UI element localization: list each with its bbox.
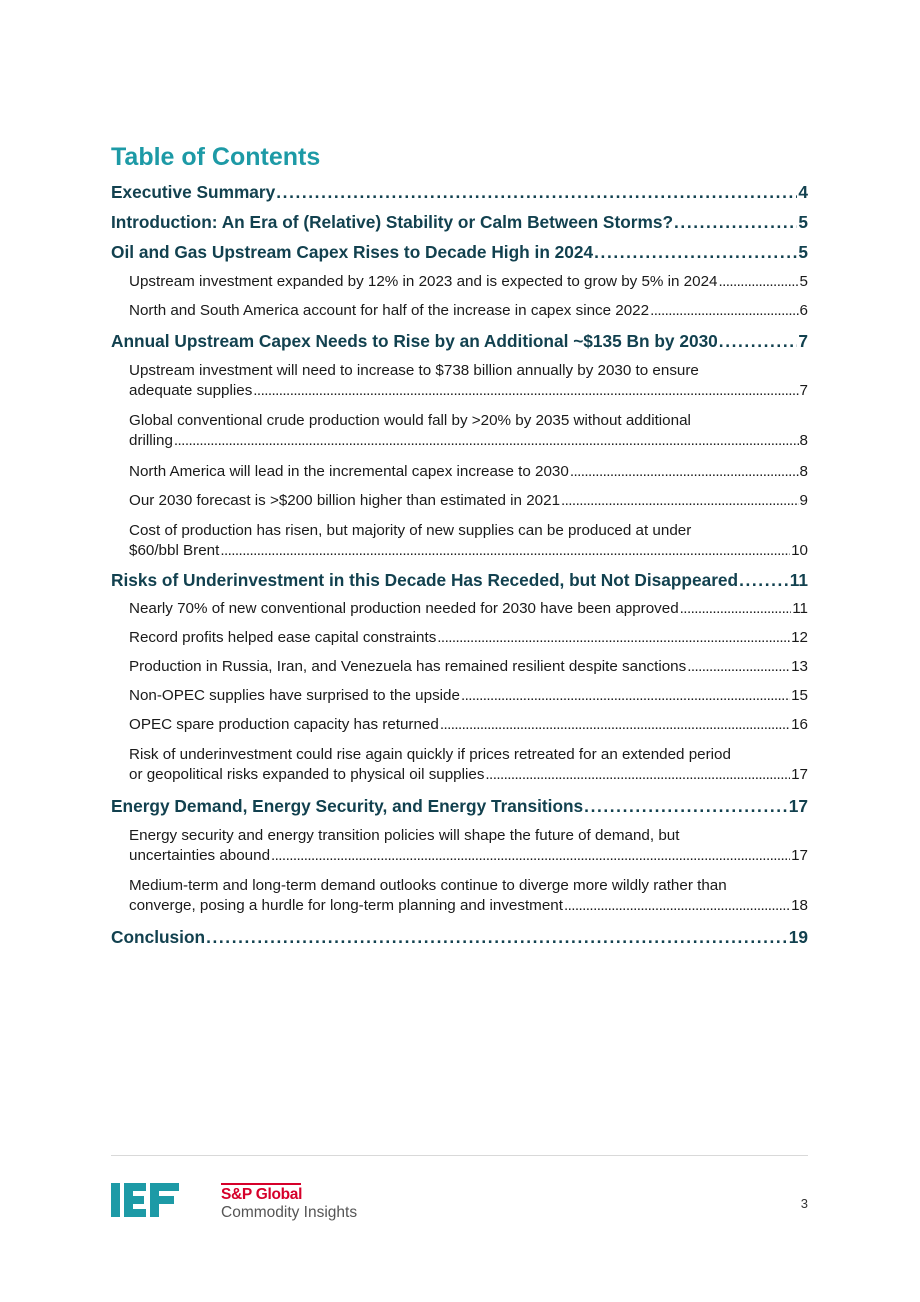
toc-entry-line	[129, 599, 808, 619]
sp-logo-name: S&P Global	[221, 1186, 303, 1203]
toc-dot-leader	[206, 927, 788, 947]
toc-dot-leader	[271, 846, 790, 866]
toc-dot-leader	[174, 431, 799, 451]
toc-entry-text: Our 2030 forecast is >$200 billion higher than estimated in 2021	[129, 492, 561, 509]
toc-entry-text: Non-OPEC supplies have surprised to the upside	[129, 687, 460, 704]
toc-page-number: 13	[791, 658, 808, 675]
toc-subsection-entry[interactable]	[129, 745, 808, 785]
toc-entry-line	[111, 570, 808, 590]
toc-dot-leader	[687, 657, 790, 677]
page-number: 3	[800, 1196, 808, 1211]
toc-page-number: 8	[799, 432, 808, 449]
toc-entry-line	[111, 212, 808, 232]
toc-entry-line	[129, 628, 808, 648]
toc-subsection-entry[interactable]	[129, 272, 808, 292]
toc-subsection-entry[interactable]	[129, 599, 808, 619]
toc-section-entry[interactable]	[111, 927, 808, 947]
toc-page-number: 12	[791, 629, 808, 646]
toc-entry-text-first-line: Global conventional crude production would fall by >20% by 2035 without additional	[129, 412, 691, 429]
toc-entry-line	[129, 541, 808, 561]
toc-subsection-entry[interactable]	[129, 876, 808, 916]
toc-entry-text-first-line: Energy security and energy transition policies will shape the future of demand, but	[129, 827, 680, 844]
toc-entry-line	[129, 896, 808, 916]
toc-page-number: 16	[791, 716, 808, 733]
toc-subsection-entry[interactable]	[129, 462, 808, 482]
toc-entry-text: drilling	[129, 432, 173, 449]
toc-entry-text: Risks of Underinvestment in this Decade Has Receded, but Not Disappeared	[111, 570, 739, 590]
toc-entry-line	[111, 796, 808, 816]
toc-page-number: 5	[799, 273, 808, 290]
toc-page-number: 11	[789, 570, 808, 590]
footer-divider	[111, 1155, 808, 1156]
toc-entry-line	[129, 765, 808, 785]
toc-entry-text-first-line: Risk of underinvestment could rise again quickly if prices retreated for an extended period	[129, 746, 731, 763]
toc-entry-text-first-line: Medium-term and long-term demand outlooks continue to diverge more wildly rather than	[129, 877, 727, 894]
toc-subsection-entry[interactable]	[129, 301, 808, 321]
toc-dot-leader	[440, 715, 790, 735]
toc-entry-line	[111, 242, 808, 262]
toc-page-number: 7	[798, 331, 808, 351]
toc-entry-text: North and South America account for half of the increase in capex since 2022	[129, 302, 650, 319]
toc-entry-line	[111, 182, 808, 202]
toc-page-number: 19	[788, 927, 808, 947]
toc-entry-line	[111, 927, 808, 947]
toc-subsection-entry[interactable]	[129, 411, 808, 451]
toc-page-number: 17	[788, 796, 808, 816]
toc-entry-text: Nearly 70% of new conventional production needed for 2030 have been approved	[129, 600, 679, 617]
toc-page-number: 17	[791, 847, 808, 864]
toc-title: Table of Contents	[111, 143, 321, 171]
toc-subsection-entry[interactable]	[129, 826, 808, 866]
toc-subsection-entry[interactable]	[129, 686, 808, 706]
toc-entry-line	[129, 272, 808, 292]
toc-section-entry[interactable]	[111, 796, 808, 816]
toc-entry-line	[129, 431, 808, 451]
toc-dot-leader	[584, 796, 788, 816]
sp-logo-subtitle: Commodity Insights	[221, 1204, 358, 1221]
toc-dot-leader	[564, 896, 790, 916]
toc-page-number: 4	[798, 182, 808, 202]
sp-logo-bar	[221, 1183, 301, 1185]
toc-page-number: 7	[799, 382, 808, 399]
toc-entry-line	[129, 462, 808, 482]
toc-subsection-entry[interactable]	[129, 491, 808, 511]
toc-section-entry[interactable]	[111, 182, 808, 202]
toc-page-number: 17	[791, 766, 808, 783]
toc-dot-leader	[253, 381, 798, 401]
toc-section-entry[interactable]	[111, 331, 808, 351]
toc-page-number: 6	[799, 302, 808, 319]
toc-entry-text-first-line: Upstream investment will need to increase to $738 billion annually by 2030 to ensure	[129, 362, 699, 379]
toc-section-entry[interactable]	[111, 242, 808, 262]
toc-entry-text: uncertainties abound	[129, 847, 271, 864]
toc-entry-text: Energy Demand, Energy Security, and Energy Transitions	[111, 796, 584, 816]
toc-entry-line	[129, 686, 808, 706]
toc-entry-line	[129, 846, 808, 866]
toc-page-number: 18	[791, 897, 808, 914]
toc-entry-line	[129, 491, 808, 511]
toc-subsection-entry[interactable]	[129, 628, 808, 648]
toc-subsection-entry[interactable]	[129, 521, 808, 561]
toc-entry-text-first-line: Cost of production has risen, but majority of new supplies can be produced at under	[129, 522, 692, 539]
toc-entry-text: converge, posing a hurdle for long-term planning and investment	[129, 897, 563, 914]
toc-dot-leader	[739, 570, 789, 590]
ief-logo	[111, 1183, 181, 1217]
toc-dot-leader	[485, 765, 790, 785]
toc-subsection-entry[interactable]	[129, 361, 808, 401]
toc-dot-leader	[594, 242, 797, 262]
toc-entry-text: Production in Russia, Iran, and Venezuela has remained resilient despite sanctions	[129, 658, 687, 675]
toc-entry-text: Upstream investment expanded by 12% in 2023 and is expected to grow by 5% in 2024	[129, 273, 718, 290]
toc-page-number: 8	[799, 463, 808, 480]
toc-page-number: 9	[799, 492, 808, 509]
toc-entry-text: $60/bbl Brent	[129, 542, 220, 559]
toc-subsection-entry[interactable]	[129, 657, 808, 677]
toc-entry-text: Record profits helped ease capital constraints	[129, 629, 437, 646]
toc-dot-leader	[561, 491, 799, 511]
toc-section-entry[interactable]	[111, 212, 808, 232]
toc-dot-leader	[719, 331, 798, 351]
toc-entry-text: Introduction: An Era of (Relative) Stability or Calm Between Storms?	[111, 212, 674, 232]
toc-entry-text: adequate supplies	[129, 382, 253, 399]
toc-entry-line	[129, 657, 808, 677]
toc-dot-leader	[718, 272, 798, 292]
toc-section-entry[interactable]	[111, 570, 808, 590]
toc-dot-leader	[276, 182, 797, 202]
toc-entry-text: Conclusion	[111, 927, 206, 947]
toc-entry-text: OPEC spare production capacity has returned	[129, 716, 439, 733]
toc-page-number: 15	[791, 687, 808, 704]
toc-dot-leader	[650, 301, 798, 321]
toc-entry-line	[111, 331, 808, 351]
toc-entry-text: Oil and Gas Upstream Capex Rises to Decade High in 2024	[111, 242, 594, 262]
toc-dot-leader	[437, 628, 790, 648]
toc-entry-line	[129, 715, 808, 735]
toc-subsection-entry[interactable]	[129, 715, 808, 735]
toc-page-number: 10	[791, 542, 808, 559]
toc-page-number: 5	[798, 212, 808, 232]
toc-page-number: 5	[798, 242, 808, 262]
toc-entry-text: Executive Summary	[111, 182, 276, 202]
toc-entry-text: Annual Upstream Capex Needs to Rise by an Additional ~$135 Bn by 2030	[111, 331, 718, 351]
toc-page-number: 11	[792, 600, 808, 617]
toc-dot-leader	[570, 462, 799, 482]
toc-entry-text: North America will lead in the incremental capex increase to 2030	[129, 463, 569, 480]
toc-entry-line	[129, 381, 808, 401]
toc-entry-text: or geopolitical risks expanded to physical oil supplies	[129, 766, 485, 783]
toc-dot-leader	[680, 599, 792, 619]
toc-dot-leader	[674, 212, 797, 232]
toc-dot-leader	[461, 686, 790, 706]
sp-global-logo	[221, 1183, 357, 1222]
toc-dot-leader	[220, 541, 790, 561]
toc-entry-line	[129, 301, 808, 321]
